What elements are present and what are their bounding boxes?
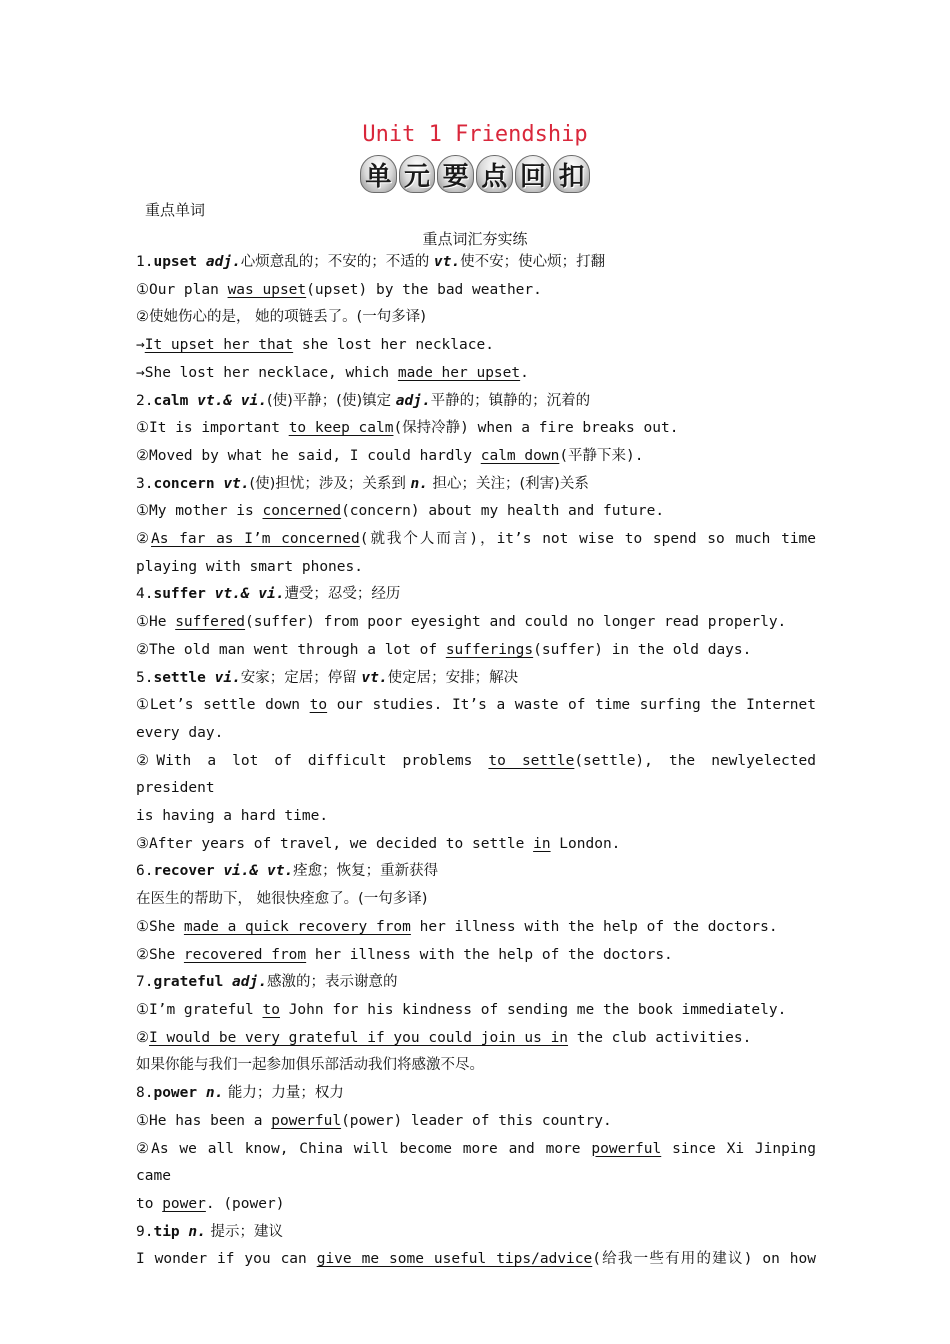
answer-blank: was upset	[227, 281, 307, 298]
text-segment: ②With a lot of difficult problems	[136, 752, 489, 769]
text-segment: every day.	[136, 724, 224, 741]
text-segment: 在医生的帮助下， 她很快痊愈了。(一句多译)	[136, 891, 428, 908]
headword: settle	[153, 669, 206, 686]
text-segment: 7.	[136, 974, 154, 991]
text-segment: ②使她伤心的是， 她的项链丢了。(一句多译)	[136, 309, 426, 326]
answer-blank: calm down	[480, 447, 560, 464]
text-line	[136, 443, 816, 471]
text-segment: playing with smart phones.	[136, 558, 363, 575]
text-line	[136, 665, 816, 693]
text-line	[136, 249, 816, 277]
text-segment: she lost her necklace.	[293, 337, 494, 354]
text-segment: 安家；定居；停留	[240, 669, 362, 686]
text-segment: →	[136, 337, 145, 354]
text-line	[136, 609, 816, 637]
answer-blank: As far as I’m concerned	[151, 531, 360, 548]
text-segment: (就我个人而言)，it’s not wise to spend so much time	[359, 531, 817, 548]
text-segment	[197, 1085, 206, 1101]
banner-char: 扣	[553, 155, 590, 193]
text-segment: 使不安；使心烦；打翻	[460, 254, 606, 270]
headword: grateful	[153, 974, 224, 991]
text-line	[136, 886, 816, 914]
headword: upset	[153, 254, 198, 270]
text-line	[136, 692, 816, 720]
text-line	[136, 858, 816, 886]
answer-blank: in	[533, 835, 551, 852]
text-line	[136, 554, 816, 582]
part-of-speech: vt.	[361, 669, 388, 686]
text-segment	[215, 476, 224, 492]
text-line	[136, 803, 816, 831]
text-segment: 6.	[136, 863, 154, 880]
text-line	[136, 1191, 816, 1219]
text-line	[136, 997, 816, 1025]
text-segment: 痊愈；恢复；重新获得	[293, 863, 439, 880]
part-of-speech: n.	[410, 475, 428, 492]
headword: power	[153, 1085, 198, 1102]
unit-title: Unit 1 Friendship	[362, 122, 588, 147]
text-segment: ②	[136, 531, 151, 548]
part-of-speech: vi.	[214, 669, 241, 686]
text-segment: 提示；建议	[205, 1223, 283, 1240]
text-segment: 8.	[136, 1085, 154, 1102]
text-segment: 能力；力量；权力	[223, 1085, 344, 1102]
text-segment: John for his kindness of sending me the book immediately.	[279, 1001, 787, 1018]
text-line	[136, 914, 816, 942]
text-line	[136, 1136, 816, 1191]
text-segment: (平静下来).	[559, 447, 644, 464]
headword: calm	[153, 392, 189, 409]
answer-blank: concerned	[262, 503, 342, 520]
text-segment: ①My mother is	[136, 503, 263, 520]
text-segment: 5.	[136, 669, 154, 686]
answer-blank: suffered	[175, 614, 246, 631]
part-of-speech: vt.& vi.	[214, 586, 285, 603]
text-segment: the club activities.	[568, 1029, 752, 1046]
part-of-speech: vt.	[223, 475, 250, 492]
text-segment: ②The old man went through a lot of	[136, 641, 446, 658]
text-line	[136, 498, 816, 526]
text-segment: ③After years of travel, we decided to settle	[136, 835, 534, 852]
text-segment: →She lost her necklace, which	[136, 364, 398, 381]
answer-blank: I would be very grateful if you could join us in	[149, 1029, 569, 1046]
answer-blank: to settle	[488, 752, 575, 769]
banner-char: 要	[437, 155, 474, 193]
answer-blank: made her upset	[397, 364, 521, 381]
text-segment: ①Our plan	[136, 281, 228, 298]
text-segment: 心烦意乱的；不安的；不适的	[240, 254, 434, 270]
text-line	[136, 526, 816, 554]
text-line	[136, 388, 816, 416]
text-segment: to	[136, 1195, 163, 1212]
text-line	[136, 637, 816, 665]
banner-char: 元	[399, 155, 436, 193]
answer-blank: give me some useful tips/advice	[316, 1251, 593, 1268]
answer-blank: powerful	[591, 1140, 662, 1157]
text-segment: . (power)	[205, 1195, 285, 1212]
unit-review-banner	[360, 152, 590, 196]
text-line	[136, 1080, 816, 1108]
answer-blank: to	[262, 1001, 280, 1018]
text-segment: ②As we all know, China will become more and more	[136, 1140, 592, 1157]
text-segment: (upset) by the bad weather.	[306, 281, 542, 298]
text-line	[136, 304, 816, 332]
text-segment	[206, 586, 215, 602]
part-of-speech: adj.	[395, 392, 431, 409]
banner-char: 回	[515, 155, 552, 193]
text-segment: 9.	[136, 1223, 154, 1240]
text-segment: 如果你能与我们一起参加俱乐部活动我们将感激不尽。	[136, 1057, 484, 1074]
text-segment: ①It is important	[136, 420, 289, 437]
answer-blank: powerful	[271, 1112, 342, 1129]
banner-char: 点	[476, 155, 513, 193]
text-line	[136, 360, 816, 388]
text-segment: 遭受；忍受；经历	[284, 586, 401, 603]
text-line	[136, 1219, 816, 1247]
answer-blank: recovered from	[183, 946, 307, 963]
answer-blank: It upset her that	[144, 337, 294, 354]
text-segment: our studies. It’s a waste of time surfing the Internet	[327, 697, 816, 714]
text-line	[136, 332, 816, 360]
text-segment: since Xi Jinping came	[136, 1140, 817, 1185]
text-segment: London.	[550, 835, 621, 852]
text-segment: her illness with the help of the doctors.	[306, 946, 673, 963]
answer-blank: power	[162, 1195, 206, 1212]
text-line	[136, 942, 816, 970]
text-segment: ①He has been a	[136, 1112, 272, 1129]
text-segment: 担心；关注；(利害)关系	[427, 475, 589, 492]
text-segment: I wonder if you can	[136, 1251, 317, 1268]
part-of-speech: n.	[205, 1085, 224, 1102]
text-line	[136, 720, 816, 748]
text-line	[136, 1025, 816, 1053]
text-segment: ②	[136, 1029, 149, 1046]
text-line	[136, 277, 816, 305]
text-segment: (使)平静；(使)镇定	[266, 392, 396, 409]
banner-char: 单	[360, 155, 397, 193]
text-segment	[197, 254, 206, 270]
text-segment: ①She	[136, 918, 184, 935]
sub-heading: 重点词汇夯实练	[422, 230, 528, 248]
text-line	[136, 969, 816, 997]
text-segment: 3.	[136, 475, 154, 492]
part-of-speech: vi.& vt.	[223, 863, 294, 880]
text-segment	[215, 863, 224, 879]
text-line	[136, 831, 816, 859]
text-segment: is having a hard time.	[136, 808, 329, 825]
text-segment: 1.	[136, 254, 154, 270]
text-segment: .	[520, 364, 529, 381]
text-segment: (suffer) from poor eyesight and could no longer read properly.	[245, 614, 787, 631]
text-segment: 平静的；镇静的；沉着的	[430, 392, 591, 409]
text-segment: (settle), the newlyelected president	[136, 752, 816, 797]
text-segment: ②Moved by what he said, I could hardly	[136, 447, 481, 464]
text-segment: ①I’m grateful	[136, 1001, 263, 1018]
part-of-speech: vt.	[433, 254, 461, 270]
text-segment: ①He	[136, 614, 176, 631]
text-line	[136, 471, 816, 499]
text-segment: 2.	[136, 392, 154, 409]
text-line	[136, 1246, 816, 1274]
text-segment: ①Let’s settle down	[136, 697, 310, 714]
part-of-speech: n.	[188, 1223, 206, 1240]
text-segment: 4.	[136, 586, 154, 603]
text-segment: (power) leader of this country.	[341, 1112, 612, 1129]
text-segment: (使)担忧；涉及；关系到	[249, 475, 411, 492]
text-segment: (suffer) in the old days.	[533, 641, 752, 658]
part-of-speech: adj.	[232, 974, 267, 991]
text-line	[136, 1108, 816, 1136]
text-segment: 使定居；安排；解决	[387, 669, 519, 686]
text-line	[136, 581, 816, 609]
section-heading: 重点单词	[145, 201, 206, 219]
text-segment	[206, 670, 215, 686]
part-of-speech: adj.	[205, 254, 241, 270]
text-segment	[223, 974, 232, 990]
text-segment: her illness with the help of the doctors.	[410, 918, 778, 935]
answer-blank: to keep calm	[288, 420, 394, 437]
text-segment: 感激的；表示谢意的	[266, 974, 398, 991]
text-line	[136, 415, 816, 443]
text-segment: (给我一些有用的建议) on how	[592, 1251, 816, 1268]
headword: tip	[153, 1223, 180, 1240]
headword: suffer	[153, 586, 206, 603]
text-segment	[188, 393, 197, 409]
vocabulary-content	[136, 249, 816, 1274]
text-segment: (保持冷静) when a fire breaks out.	[393, 420, 679, 437]
text-segment: (concern) about my health and future.	[341, 503, 665, 520]
part-of-speech: vt.& vi.	[197, 392, 267, 409]
text-segment: ②She	[136, 946, 184, 963]
answer-blank: made a quick recovery from	[183, 918, 411, 935]
text-line	[136, 1052, 816, 1080]
answer-blank: sufferings	[445, 641, 534, 658]
text-line	[136, 748, 816, 803]
headword: concern	[153, 475, 215, 492]
answer-blank: to	[309, 697, 328, 714]
headword: recover	[153, 863, 215, 880]
